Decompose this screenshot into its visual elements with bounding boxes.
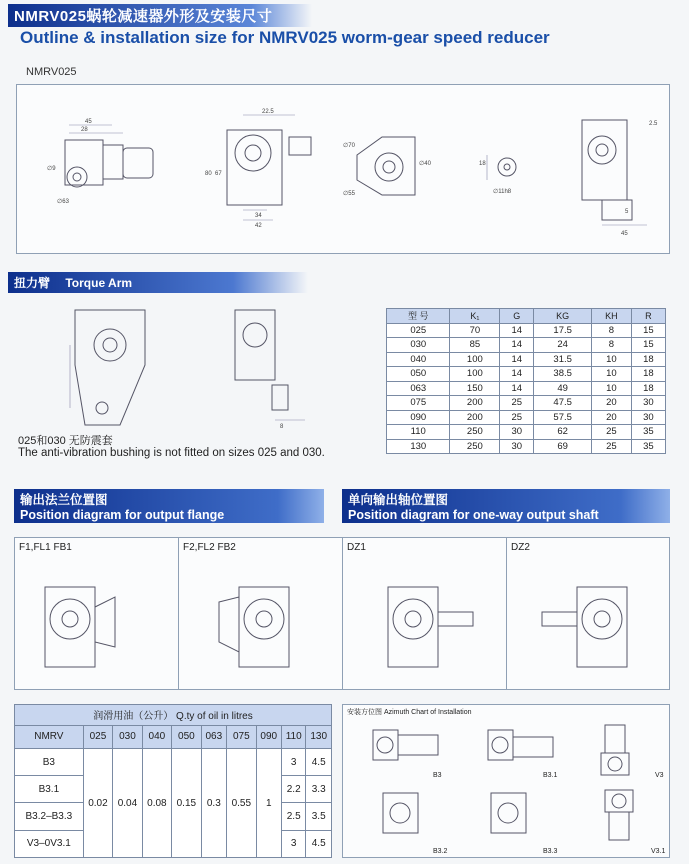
svg-text:28: 28 xyxy=(81,127,88,133)
oil-130: 3.3 xyxy=(306,776,332,803)
table-cell: 30 xyxy=(631,396,665,411)
oil-size-row xyxy=(15,725,332,748)
col-header: K₁ xyxy=(450,309,500,324)
torque-note-en: The anti-vibration bushing is not fitted on sizes 025 and 030. xyxy=(18,447,325,459)
oil-110: 2.5 xyxy=(282,803,306,830)
table-cell: 25 xyxy=(591,425,631,440)
svg-text:8: 8 xyxy=(280,424,284,430)
table-cell: 063 xyxy=(387,381,450,396)
svg-text:22.5: 22.5 xyxy=(262,109,274,115)
table-cell: 040 xyxy=(387,352,450,367)
table-row xyxy=(387,323,666,338)
page-title-cn: NMRV025蜗轮减速器外形及安装尺寸 xyxy=(8,4,312,27)
table-cell: 24 xyxy=(534,338,592,353)
oil-130: 3.5 xyxy=(306,803,332,830)
azimuth-b33 xyxy=(491,793,526,833)
table-cell: 25 xyxy=(500,396,534,411)
table-header-row xyxy=(387,309,666,324)
table-cell: 18 xyxy=(631,381,665,396)
table-cell: 85 xyxy=(450,338,500,353)
table-cell: 25 xyxy=(500,410,534,425)
oil-090: 1 xyxy=(256,749,281,858)
torque-arm-title-cn: 扭力臂 xyxy=(14,276,51,290)
azimuth-b32 xyxy=(383,793,418,833)
table-cell: 090 xyxy=(387,410,450,425)
table-cell: 14 xyxy=(500,323,534,338)
table-cell: 14 xyxy=(500,381,534,396)
torque-arm-title-en: Torque Arm xyxy=(65,276,133,290)
svg-text:34: 34 xyxy=(255,213,262,219)
table-cell: 35 xyxy=(631,439,665,454)
oil-130: 4.5 xyxy=(306,830,332,857)
table-cell: 20 xyxy=(591,396,631,411)
table-cell: 17.5 xyxy=(534,323,592,338)
azimuth-label-v3: V3 xyxy=(655,772,664,779)
svg-text:∅70: ∅70 xyxy=(343,143,355,149)
table-cell: 30 xyxy=(500,425,534,440)
shaft-header xyxy=(342,489,670,523)
oil-030: 0.04 xyxy=(113,749,142,858)
shaft-title-en: Position diagram for one-way output shaft xyxy=(348,508,599,522)
torque-table-body xyxy=(387,323,666,454)
table-row xyxy=(387,381,666,396)
table-cell: 025 xyxy=(387,323,450,338)
panel-dz2-label: DZ2 xyxy=(511,542,530,553)
table-cell: 62 xyxy=(534,425,592,440)
outline-drawing-panel xyxy=(16,84,670,254)
azimuth-label-b3: B3 xyxy=(433,772,442,779)
azimuth-label-b31: B3.1 xyxy=(543,772,558,779)
torque-arm-header xyxy=(8,272,308,293)
svg-text:18: 18 xyxy=(479,161,486,167)
table-row xyxy=(387,410,666,425)
torque-note-cn: 025和030 无防震套 xyxy=(18,435,113,447)
table-row xyxy=(387,425,666,440)
table-cell: 050 xyxy=(387,367,450,382)
table-row xyxy=(387,396,666,411)
drawing-view-1 xyxy=(47,119,153,205)
flange-title-cn: 输出法兰位置图 xyxy=(20,493,108,507)
table-cell: 15 xyxy=(631,338,665,353)
table-cell: 69 xyxy=(534,439,592,454)
oil-row-b3 xyxy=(15,749,332,776)
svg-text:45: 45 xyxy=(621,231,628,237)
svg-text:∅40: ∅40 xyxy=(419,161,431,167)
table-cell: 14 xyxy=(500,338,534,353)
azimuth-label-b32: B3.2 xyxy=(433,848,448,855)
table-row xyxy=(387,338,666,353)
oil-130: 4.5 xyxy=(306,749,332,776)
table-cell: 075 xyxy=(387,396,450,411)
oil-size-header: 040 xyxy=(142,725,171,748)
svg-text:∅9: ∅9 xyxy=(47,166,56,172)
oil-110: 3 xyxy=(282,749,306,776)
oil-table xyxy=(14,704,332,858)
table-cell: 200 xyxy=(450,410,500,425)
oil-size-header: 025 xyxy=(83,725,112,748)
oil-050: 0.15 xyxy=(172,749,201,858)
table-cell: 70 xyxy=(450,323,500,338)
table-cell: 200 xyxy=(450,396,500,411)
table-cell: 100 xyxy=(450,367,500,382)
oil-size-header: 075 xyxy=(227,725,256,748)
col-header: KH xyxy=(591,309,631,324)
torque-arm-table xyxy=(386,308,666,454)
drawing-view-5 xyxy=(582,120,658,237)
svg-text:67: 67 xyxy=(215,171,222,177)
table-row xyxy=(387,367,666,382)
oil-110: 2.2 xyxy=(282,776,306,803)
shaft-title-cn: 单向输出轴位置图 xyxy=(348,493,449,507)
oil-row-label: V3–0V3.1 xyxy=(15,830,84,857)
azimuth-v31 xyxy=(605,790,633,840)
table-cell: 30 xyxy=(500,439,534,454)
svg-text:5: 5 xyxy=(625,209,629,215)
svg-text:∅63: ∅63 xyxy=(57,199,69,205)
col-header: KG xyxy=(534,309,592,324)
table-cell: 31.5 xyxy=(534,352,592,367)
oil-label-col: NMRV xyxy=(15,725,84,748)
page-title-en: Outline & installation size for NMRV025 worm-gear speed reducer xyxy=(20,28,550,47)
svg-text:2.5: 2.5 xyxy=(649,121,658,127)
oil-row-label: B3.1 xyxy=(15,776,84,803)
col-header: 型 号 xyxy=(387,309,450,324)
table-cell: 10 xyxy=(591,381,631,396)
svg-text:∅11h8: ∅11h8 xyxy=(493,189,512,195)
flange-header xyxy=(14,489,324,523)
table-cell: 57.5 xyxy=(534,410,592,425)
table-row xyxy=(387,439,666,454)
table-cell: 8 xyxy=(591,338,631,353)
panel-f1-label: F1,FL1 FB1 xyxy=(19,542,72,553)
panel-dz1 xyxy=(343,538,507,689)
table-cell: 130 xyxy=(387,439,450,454)
oil-title: 润滑用油（公升） Q.ty of oil in litres xyxy=(15,705,332,726)
position-panels xyxy=(14,537,670,690)
oil-size-header: 130 xyxy=(306,725,332,748)
panel-dz2 xyxy=(507,538,669,689)
col-header: R xyxy=(631,309,665,324)
svg-text:80: 80 xyxy=(205,171,212,177)
panel-dz1-label: DZ1 xyxy=(347,542,366,553)
azimuth-title: 安装方位图 Azimuth Chart of Installation xyxy=(347,709,472,716)
table-cell: 250 xyxy=(450,425,500,440)
table-cell: 8 xyxy=(591,323,631,338)
outline-drawings xyxy=(17,85,671,255)
table-cell: 10 xyxy=(591,367,631,382)
oil-size-header: 110 xyxy=(282,725,306,748)
table-cell: 14 xyxy=(500,367,534,382)
table-cell: 30 xyxy=(631,410,665,425)
azimuth-b3 xyxy=(373,730,438,760)
oil-size-header: 063 xyxy=(201,725,226,748)
table-cell: 35 xyxy=(631,425,665,440)
table-cell: 38.5 xyxy=(534,367,592,382)
oil-size-header: 050 xyxy=(172,725,201,748)
col-header: G xyxy=(500,309,534,324)
model-label: NMRV025 xyxy=(26,66,77,78)
oil-row-label: B3.2–B3.3 xyxy=(15,803,84,830)
table-cell: 18 xyxy=(631,352,665,367)
table-cell: 110 xyxy=(387,425,450,440)
svg-text:45: 45 xyxy=(85,119,92,125)
oil-row-label: B3 xyxy=(15,749,84,776)
drawing-view-3 xyxy=(343,137,432,197)
azimuth-label-b33: B3.3 xyxy=(543,848,558,855)
panel-f1 xyxy=(15,538,179,689)
table-row xyxy=(387,352,666,367)
torque-arm-drawing xyxy=(30,300,330,430)
svg-text:∅55: ∅55 xyxy=(343,191,355,197)
panel-f2-label: F2,FL2 FB2 xyxy=(183,542,236,553)
svg-text:42: 42 xyxy=(255,223,262,229)
oil-075: 0.55 xyxy=(227,749,256,858)
oil-110: 3 xyxy=(282,830,306,857)
oil-size-header: 090 xyxy=(256,725,281,748)
drawing-view-4 xyxy=(479,155,516,195)
table-cell: 250 xyxy=(450,439,500,454)
table-cell: 14 xyxy=(500,352,534,367)
table-cell: 10 xyxy=(591,352,631,367)
table-cell: 25 xyxy=(591,439,631,454)
oil-025: 0.02 xyxy=(83,749,112,858)
azimuth-label-v31: V3.1 xyxy=(651,848,666,855)
table-cell: 20 xyxy=(591,410,631,425)
flange-title-en: Position diagram for output flange xyxy=(20,508,225,522)
azimuth-chart xyxy=(342,704,670,858)
table-cell: 18 xyxy=(631,367,665,382)
table-cell: 100 xyxy=(450,352,500,367)
table-cell: 49 xyxy=(534,381,592,396)
azimuth-b31 xyxy=(488,730,553,760)
drawing-view-2 xyxy=(205,109,311,229)
panel-f2 xyxy=(179,538,343,689)
table-cell: 030 xyxy=(387,338,450,353)
oil-063: 0.3 xyxy=(201,749,226,858)
table-cell: 47.5 xyxy=(534,396,592,411)
table-cell: 15 xyxy=(631,323,665,338)
oil-040: 0.08 xyxy=(142,749,171,858)
table-cell: 150 xyxy=(450,381,500,396)
azimuth-v3 xyxy=(601,725,629,775)
oil-size-header: 030 xyxy=(113,725,142,748)
